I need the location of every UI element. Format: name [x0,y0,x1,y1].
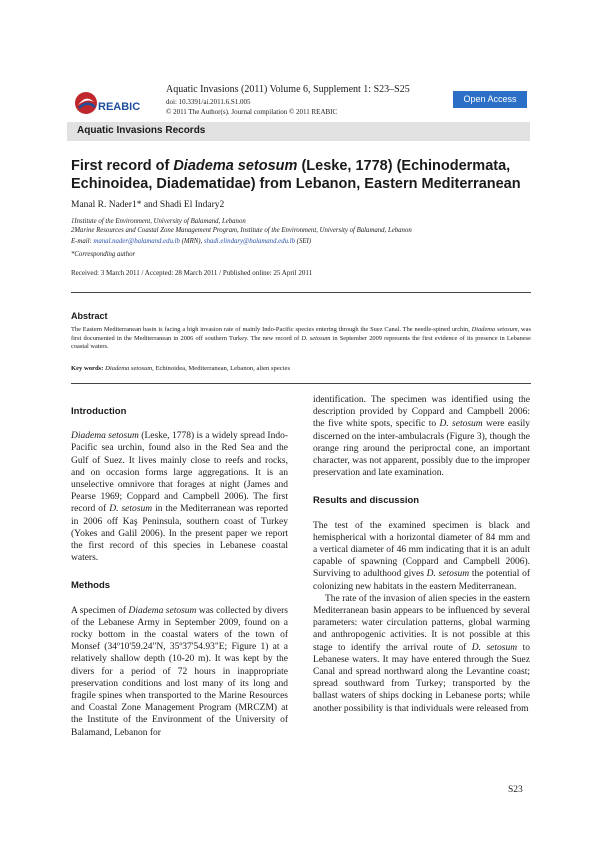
journal-citation: Aquatic Invasions (2011) Volume 6, Supplement 1: S23–S25 [166,84,410,95]
reabic-logo [73,88,151,118]
left-column [71,406,288,739]
article-title: First record of Diadema setosum (Leske, 1778) (Echinodermata, Echinoidea, Diadematidae) from Lebanon, Eastern Mediterranean [71,158,521,192]
keywords: Key words: Diadema setosum, Echinoidea, Mediterranean, Lebanon, alien species [71,365,291,372]
section-band [67,122,530,141]
methods-paragraph: A specimen of Diadema setosum was collected by divers of the Lebanese Army in September 2009, found on a rocky bottom in the coastal waters of the town of Monsef (34º10'59.24"N, 35º37'54.93"E; Figure 1) at a relatively shallow depth (10-20 m). It was kept by the divers for a period of 72 hours in inappropriate preservation conditions and lost many of its long and fragile spines when transported to the Marine Resources and Coastal Zone Management Program (MRCZM) at the Institute of the Environment of the University of Balamand, Lebanon for [71,605,288,738]
results-heading: Results and discussion [313,495,420,507]
page-number: S23 [508,785,523,795]
section-label: Aquatic Invasions Records [77,125,206,136]
divider [71,292,531,293]
abstract-heading: Abstract [71,311,108,321]
authors: Manal R. Nader1* and Shadi El Indary2 [71,200,225,210]
introduction-heading: Introduction [71,406,127,417]
doi[interactable]: doi: 10.3391/ai.2011.6.S1.005 [166,98,251,106]
methods-heading: Methods [71,580,111,592]
open-access-badge: Open Access [453,91,527,108]
logo-text: REABIC [98,101,141,113]
results-paragraph-2: The rate of the invasion of alien species in the eastern Mediterranean basin appears to be influenced by several parameters: water circulation patterns, global warming and anthropogenic activities. It is not possible at this stage to identify the arrival route of D. setosum to Lebanese waters. It may have entered through the Suez Canal and spread northward along the Levantine coast; spread southward from Turkey; transported by the ballast waters of ships docking in Lebanese ports; while another possibility is that individuals were released from [313,593,530,714]
abstract-text: The Eastern Mediterranean basin is facing a high invasion rate of mainly Indo-Pacific species entering through the Suez Canal. The needle-spined urchin, Diadema setosum, was first documented in the Mediterranean in 2006 off southern Turkey. The new record of D. setosum in September 2009 represents the first evidence of its presence in Lebanese coastal waters. [71,326,532,350]
identification-paragraph: identification. The specimen was identified using the description provided by Coppard and Campbell 2006: the five white spots, specific to D. setosum were easily discerned on the inter-ambulacrals (Figure 3), though the orange ring around the periproctal cone, an important character, was not apparent, possibly due to the improper preservation and late examination. [313,395,530,479]
received-dates: Received: 3 March 2011 / Accepted: 28 March 2011 / Published online: 25 April 2011 [71,269,313,277]
copyright: © 2011 The Author(s). Journal compilation © 2011 REABIC [166,108,338,116]
right-column [313,394,530,715]
affiliation-1: 1Institute of the Environment, University of Balamand, Lebanon [71,218,246,225]
affiliation-2: 2Marine Resources and Coastal Zone Management Program, Institute of the Environment, University of Balamand, Lebanon [71,227,412,234]
email-line: E-mail: manal.nader@balamand.edu.lb (MRN), shadi.elindary@balamand.edu.lb (SEI) [71,238,312,245]
divider [71,383,531,384]
results-paragraph-1: The test of the examined specimen is black and hemispherical with a horizontal diameter of 84 mm and a vertical diameter of 46 mm indicating that it is an adult capable of spawning (Coppard and Campbell 2006). Surviving to adulthood gives D. setosum the potential of colonizing new habitats in the eastern Mediterranean. [313,520,530,592]
introduction-paragraph: Diadema setosum (Leske, 1778) is a widely spread Indo-Pacific sea urchin, found also in the Red Sea and the Gulf of Suez. It lives mainly close to reefs and rocks, and on occasion forms large aggregations. It is an unselective omnivore that forages at night (James and Pearse 1969; Coppard and Campbell 2006). The first record of D. setosum in the Mediterranean was reported in 2006 off Kaş Peninsula, southern coast of Turkey (Yokes and Galil 2006). In the present paper we report the first record of this species in Lebanese coastal waters. [71,431,288,564]
email-link-2[interactable]: shadi.elindary@balamand.edu.lb [203,238,295,245]
email-link-1[interactable]: manal.nader@balamand.edu.lb [93,238,180,245]
corresponding-author: *Corresponding author [71,251,136,258]
